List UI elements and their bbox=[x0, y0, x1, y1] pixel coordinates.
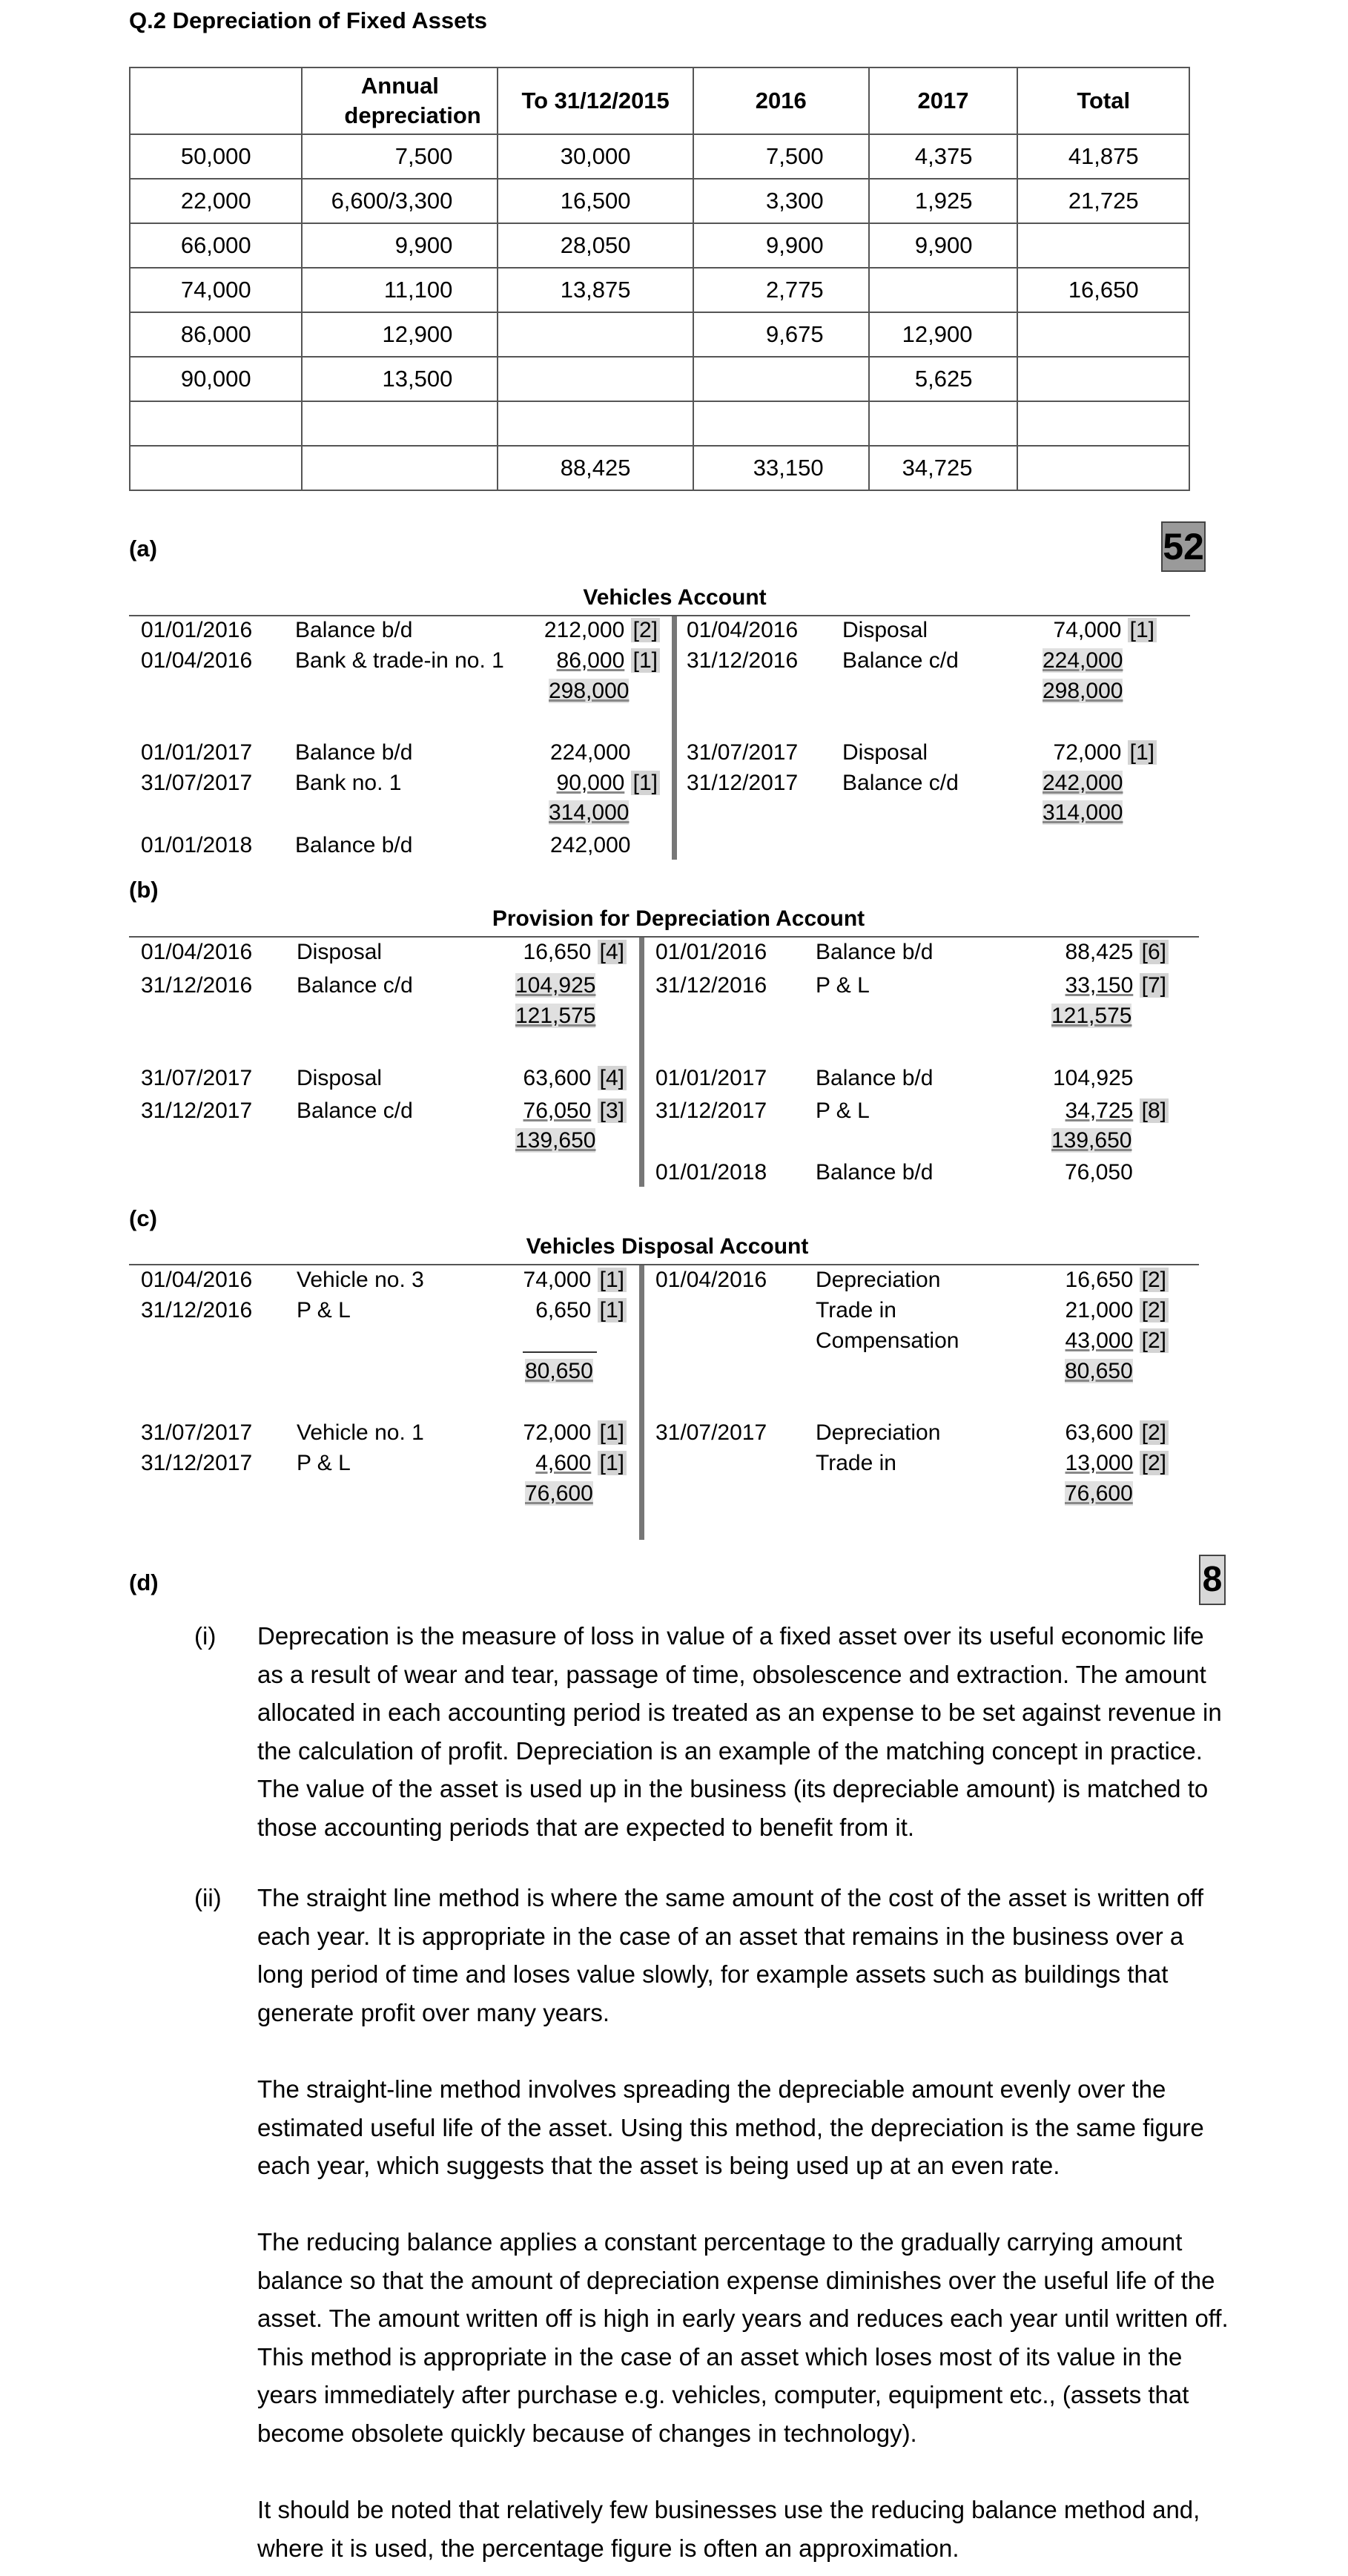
entry-desc: P & L bbox=[297, 1451, 351, 1475]
entry-desc: Balance b/d bbox=[816, 940, 934, 964]
entry-amount: 13,000 [2] bbox=[1023, 1449, 1169, 1478]
entry-date: 31/12/2017 bbox=[655, 1098, 767, 1123]
entry-desc: Balance b/d bbox=[816, 1066, 934, 1090]
table-cell bbox=[693, 401, 869, 446]
entry-desc: Disposal bbox=[297, 940, 383, 964]
table-cell: 6,600/3,300 bbox=[302, 179, 498, 223]
table-cell bbox=[1017, 357, 1189, 401]
entry-date: 31/07/2017 bbox=[141, 1420, 253, 1445]
table-cell bbox=[498, 357, 693, 401]
table-cell: 16,500 bbox=[498, 179, 693, 223]
table-cell: 7,500 bbox=[302, 134, 498, 179]
entry-amount: 74,000 [1] bbox=[489, 1265, 627, 1295]
table-cell bbox=[130, 401, 302, 446]
entry-date: 31/07/2017 bbox=[655, 1420, 767, 1445]
table-row bbox=[130, 134, 1189, 179]
table-cell: 16,650 bbox=[1017, 268, 1189, 312]
entry-amount: 16,650 [4] bbox=[489, 938, 627, 967]
entry-amount: 242,000 bbox=[550, 833, 631, 857]
table-total-row bbox=[130, 446, 1189, 490]
table-cell: 9,675 bbox=[693, 312, 869, 357]
table-header bbox=[130, 67, 302, 134]
entry-date: 01/04/2016 bbox=[141, 648, 253, 673]
entry-total: 139,650 bbox=[515, 1128, 596, 1153]
entry-amount: 212,000 [2] bbox=[519, 616, 660, 645]
entry-date: 31/12/2017 bbox=[141, 1098, 253, 1123]
section-label-b: (b) bbox=[129, 877, 159, 903]
entry-desc: Vehicle no. 3 bbox=[297, 1268, 424, 1292]
entry-total: 76,600 bbox=[525, 1481, 593, 1506]
table-cell bbox=[1017, 446, 1189, 490]
table-cell: 13,875 bbox=[498, 268, 693, 312]
provision-account-title: Provision for Depreciation Account bbox=[492, 906, 865, 931]
table-cell bbox=[1017, 223, 1189, 268]
table-cell bbox=[302, 446, 498, 490]
table-header: 2016 bbox=[693, 67, 869, 134]
entry-desc: Trade in bbox=[816, 1298, 896, 1322]
entry-total: 314,000 bbox=[549, 800, 630, 825]
entry-amount: 74,000 [1] bbox=[1023, 616, 1157, 645]
section-label-a: (a) bbox=[129, 536, 157, 561]
entry-desc: P & L bbox=[297, 1298, 351, 1322]
entry-desc: Balance c/d bbox=[297, 1098, 413, 1123]
entry-date: 01/04/2016 bbox=[141, 940, 253, 964]
entry-date: 31/12/2016 bbox=[141, 1298, 253, 1322]
entry-amount: 6,650 [1] bbox=[489, 1296, 627, 1325]
answer-i-label: (i) bbox=[194, 1622, 217, 1650]
answer-i-text: Deprecation is the measure of loss in value of a fixed asset over its useful economic life as a result of wear and tear, passage of time, obsolescence and extraction. The amount allocated in each accounting period is treated as an expense to be set against revenue in the calculation of profit. Depreciation is an example of the matching concept in practice. The value of the asset is used up in the business (its depreciable amount) is matched to those accounting periods that are expected to benefit from it. bbox=[257, 1622, 1222, 1841]
table-cell: 13,500 bbox=[302, 357, 498, 401]
entry-date: 31/12/2016 bbox=[655, 973, 767, 998]
table-cell bbox=[130, 446, 302, 490]
entry-amount: 76,050 [3] bbox=[489, 1096, 627, 1126]
table-cell: 3,300 bbox=[693, 179, 869, 223]
table-cell: 90,000 bbox=[130, 357, 302, 401]
entry-amount: 88,425 [6] bbox=[1023, 938, 1169, 967]
entry-desc: Bank & trade-in no. 1 bbox=[295, 648, 504, 673]
table-cell: 22,000 bbox=[130, 179, 302, 223]
table-cell: 30,000 bbox=[498, 134, 693, 179]
table-cell: 9,900 bbox=[869, 223, 1018, 268]
entry-amount: 21,000 [2] bbox=[1023, 1296, 1169, 1325]
table-cell: 4,375 bbox=[869, 134, 1018, 179]
entry-amount: 76,050 bbox=[1065, 1160, 1133, 1185]
table-header: 2017 bbox=[869, 67, 1018, 134]
table-cell: 21,725 bbox=[1017, 179, 1189, 223]
entry-desc: Balance b/d bbox=[295, 618, 413, 642]
entry-amount: 63,600 [2] bbox=[1023, 1418, 1169, 1448]
table-header-row bbox=[130, 67, 1189, 134]
t-account-divider bbox=[672, 616, 677, 860]
table-header: Total bbox=[1017, 67, 1189, 134]
entry-date: 01/04/2016 bbox=[687, 618, 799, 642]
table-cell: 28,050 bbox=[498, 223, 693, 268]
entry-date: 01/01/2017 bbox=[655, 1066, 767, 1090]
entry-date: 01/01/2017 bbox=[141, 740, 253, 765]
table-cell: 5,625 bbox=[869, 357, 1018, 401]
entry-total: 121,575 bbox=[515, 1004, 596, 1028]
entry-desc: P & L bbox=[816, 973, 870, 998]
entry-amount: 104,925 bbox=[1053, 1066, 1134, 1090]
table-cell: 2,775 bbox=[693, 268, 869, 312]
entry-total: 76,600 bbox=[1065, 1481, 1133, 1506]
table-cell: 9,900 bbox=[302, 223, 498, 268]
entry-amount: 104,925 bbox=[515, 973, 596, 998]
entry-desc: Balance c/d bbox=[842, 771, 959, 795]
vehicles-account-title: Vehicles Account bbox=[583, 585, 767, 610]
entry-amount: 90,000 [1] bbox=[519, 768, 660, 798]
entry-total: 298,000 bbox=[1043, 679, 1123, 703]
entry-desc: Balance b/d bbox=[295, 833, 413, 857]
entry-total: 314,000 bbox=[1043, 800, 1123, 825]
entry-desc: Balance b/d bbox=[816, 1160, 934, 1185]
entry-desc: Bank no. 1 bbox=[295, 771, 402, 795]
entry-amount: 224,000 bbox=[1043, 648, 1123, 673]
score-badge-bottom: 8 bbox=[1199, 1555, 1226, 1605]
table-cell: 50,000 bbox=[130, 134, 302, 179]
entry-desc: Compensation bbox=[816, 1328, 959, 1353]
entry-amount: 72,000 [1] bbox=[1023, 738, 1157, 768]
table-cell bbox=[1017, 401, 1189, 446]
table-cell: 1,925 bbox=[869, 179, 1018, 223]
table-cell: 86,000 bbox=[130, 312, 302, 357]
entry-date: 31/12/2017 bbox=[687, 771, 799, 795]
entry-desc: Disposal bbox=[842, 618, 928, 642]
entry-desc: P & L bbox=[816, 1098, 870, 1123]
table-row bbox=[130, 401, 1189, 446]
entry-total: 121,575 bbox=[1051, 1004, 1132, 1028]
table-cell: 41,875 bbox=[1017, 134, 1189, 179]
table-row bbox=[130, 179, 1189, 223]
entry-amount: 4,600 [1] bbox=[489, 1449, 627, 1478]
table-header: To 31/12/2015 bbox=[498, 67, 693, 134]
table-cell bbox=[869, 401, 1018, 446]
entry-date: 01/01/2016 bbox=[141, 618, 253, 642]
entry-amount: 224,000 bbox=[550, 740, 631, 765]
entry-amount: 16,650 [2] bbox=[1023, 1265, 1169, 1295]
table-cell bbox=[693, 357, 869, 401]
entry-date: 01/01/2016 bbox=[655, 940, 767, 964]
table-cell: 12,900 bbox=[302, 312, 498, 357]
entry-total: 298,000 bbox=[549, 679, 630, 703]
table-row bbox=[130, 223, 1189, 268]
total-rule bbox=[523, 1351, 597, 1353]
disposal-account-title: Vehicles Disposal Account bbox=[526, 1234, 809, 1259]
entry-amount: 43,000 [2] bbox=[1023, 1326, 1169, 1356]
score-badge-top: 52 bbox=[1161, 521, 1206, 572]
entry-date: 01/04/2016 bbox=[655, 1268, 767, 1292]
entry-desc: Balance b/d bbox=[295, 740, 413, 765]
entry-amount: 86,000 [1] bbox=[519, 646, 660, 676]
entry-desc: Balance c/d bbox=[842, 648, 959, 673]
answer-ii-paragraph-1: The straight line method is where the same amount of the cost of the asset is written off each year. It is appropriate in the case of an asset that remains in the business over a long period of time and loses value slowly, for example assets such as buildings that generate profit over many years. bbox=[257, 1884, 1204, 2026]
table-cell: 33,150 bbox=[693, 446, 869, 490]
entry-desc: Depreciation bbox=[816, 1268, 941, 1292]
answer-ii-paragraph-2: The straight-line method involves spreading the depreciable amount evenly over the estimated useful life of the asset. Using this method, the depreciation is the same figure each year, which suggests that the asset is being used up at an even rate. bbox=[257, 2075, 1204, 2179]
entry-desc: Vehicle no. 1 bbox=[297, 1420, 424, 1445]
entry-date: 01/04/2016 bbox=[141, 1268, 253, 1292]
table-row bbox=[130, 357, 1189, 401]
table-cell: 34,725 bbox=[869, 446, 1018, 490]
entry-date: 31/07/2017 bbox=[141, 771, 253, 795]
t-account-divider bbox=[639, 1265, 644, 1540]
entry-desc: Balance c/d bbox=[297, 973, 413, 998]
page-title: Q.2 Depreciation of Fixed Assets bbox=[129, 7, 487, 33]
table-cell: 12,900 bbox=[869, 312, 1018, 357]
entry-date: 31/12/2016 bbox=[141, 973, 253, 998]
entry-amount: 63,600 [4] bbox=[489, 1064, 627, 1093]
answer-ii-label: (ii) bbox=[194, 1884, 222, 1911]
table-cell bbox=[498, 401, 693, 446]
entry-amount: 34,725 [8] bbox=[1023, 1096, 1169, 1126]
table-cell: 11,100 bbox=[302, 268, 498, 312]
entry-desc: Disposal bbox=[842, 740, 928, 765]
answer-ii-paragraph-4: It should be noted that relatively few businesses use the reducing balance method and, where it is used, the percentage figure is often an approximation. bbox=[257, 2496, 1200, 2562]
entry-date: 31/12/2017 bbox=[141, 1451, 253, 1475]
table-cell: 7,500 bbox=[693, 134, 869, 179]
t-account-divider bbox=[639, 938, 644, 1187]
entry-desc: Trade in bbox=[816, 1451, 896, 1475]
entry-desc: Disposal bbox=[297, 1066, 383, 1090]
table-cell bbox=[498, 312, 693, 357]
entry-total: 80,650 bbox=[1065, 1359, 1133, 1383]
depreciation-table bbox=[129, 67, 1190, 491]
table-header: Annual depreciation bbox=[302, 67, 498, 134]
entry-date: 01/01/2018 bbox=[141, 833, 253, 857]
table-cell: 66,000 bbox=[130, 223, 302, 268]
entry-total: 80,650 bbox=[525, 1359, 593, 1383]
table-cell: 74,000 bbox=[130, 268, 302, 312]
entry-date: 01/01/2018 bbox=[655, 1160, 767, 1185]
entry-amount: 72,000 [1] bbox=[489, 1418, 627, 1448]
entry-date: 31/12/2016 bbox=[687, 648, 799, 673]
table-cell bbox=[869, 268, 1018, 312]
entry-date: 31/07/2017 bbox=[687, 740, 799, 765]
table-row bbox=[130, 312, 1189, 357]
table-cell: 9,900 bbox=[693, 223, 869, 268]
section-label-d: (d) bbox=[129, 1569, 159, 1595]
entry-total: 139,650 bbox=[1051, 1128, 1132, 1153]
table-cell: 88,425 bbox=[498, 446, 693, 490]
section-label-c: (c) bbox=[129, 1205, 157, 1231]
entry-desc: Depreciation bbox=[816, 1420, 941, 1445]
answer-ii-paragraph-3: The reducing balance applies a constant percentage to the gradually carrying amount balance so that the amount of depreciation expense diminishes over the useful life of the asset. The amount written off is high in early years and reduces each year until written off. This method is appropriate in the case of an asset which loses most of its value in the years immediately after purchase e.g. vehicles, computer, equipment etc., (assets that become obsolete quickly because of changes in technology). bbox=[257, 2228, 1229, 2447]
entry-date: 31/07/2017 bbox=[141, 1066, 253, 1090]
table-row bbox=[130, 268, 1189, 312]
table-cell bbox=[1017, 312, 1189, 357]
entry-amount: 242,000 bbox=[1043, 771, 1123, 795]
entry-amount: 33,150 [7] bbox=[1023, 971, 1169, 1001]
table-cell bbox=[302, 401, 498, 446]
